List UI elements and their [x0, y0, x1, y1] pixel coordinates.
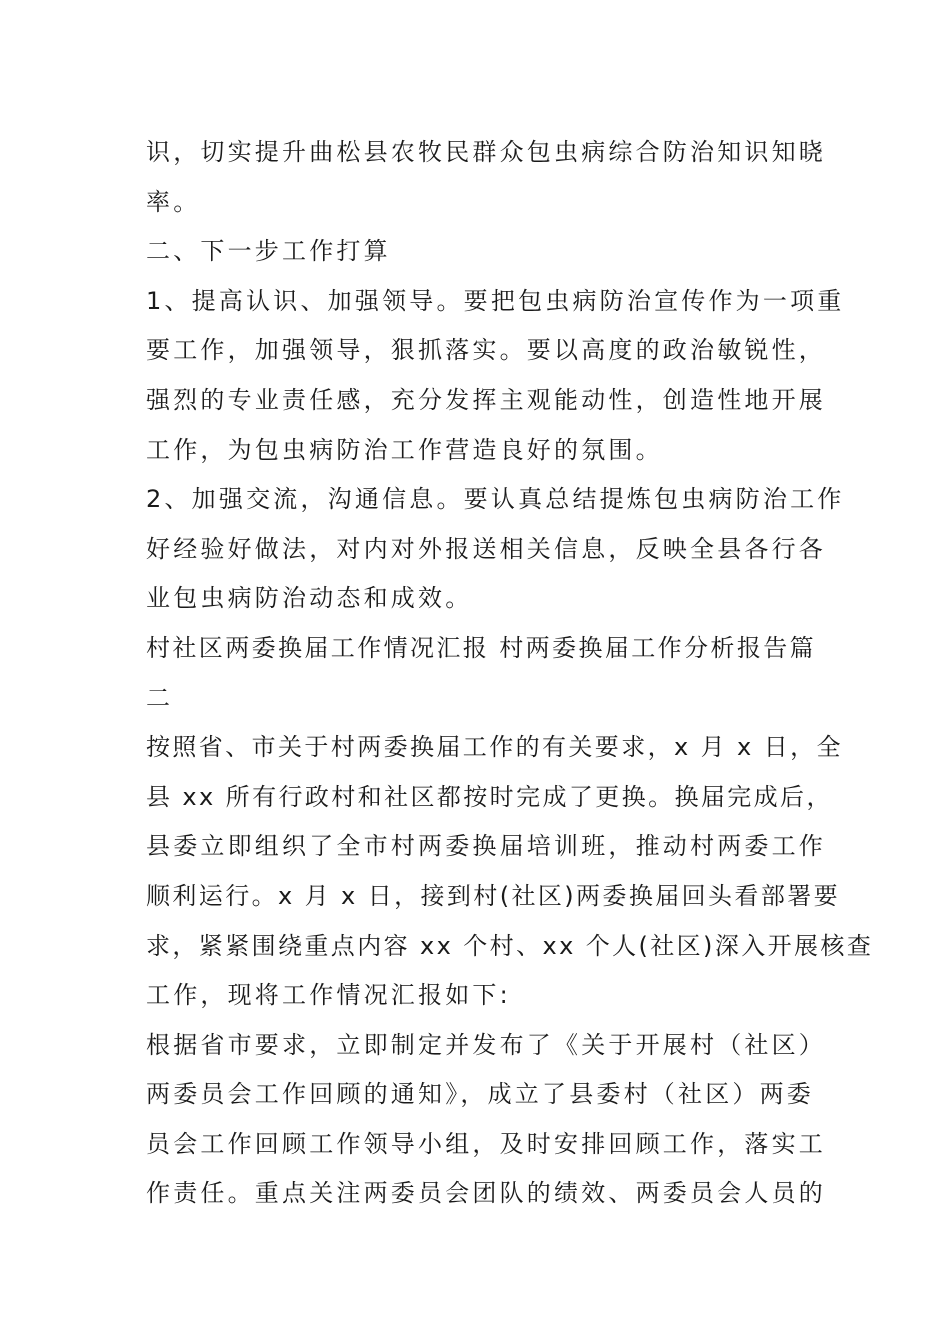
text-line: 强烈的专业责任感，充分发挥主观能动性，创造性地开展	[146, 385, 826, 414]
section-heading: 二、下一步工作打算	[146, 237, 391, 266]
text-line: 县委立即组织了全市村两委换届培训班，推动村两委工作	[146, 832, 826, 861]
text-line: 识，切实提升曲松县农牧民群众包虫病综合防治知识知晓	[146, 138, 826, 166]
article-title-continued: 二	[146, 683, 174, 712]
text-line: 要工作，加强领导，狠抓落实。要以高度的政治敏锐性，	[146, 336, 826, 365]
text-line: 员会工作回顾工作领导小组，及时安排回顾工作，落实工	[146, 1129, 826, 1158]
text-line: 2、加强交流，沟通信息。要认真总结提炼包虫病防治工作	[146, 485, 845, 514]
text-line: 顺利运行。x 月 x 日，接到村(社区)两委换届回头看部署要	[146, 881, 841, 910]
article-title: 村社区两委换届工作情况汇报 村两委换届工作分析报告篇	[146, 633, 817, 662]
text-line: 1、提高认识、加强领导。要把包虫病防治宣传作为一项重	[146, 286, 845, 315]
text-line: 作责任。重点关注两委员会团队的绩效、两委员会人员的	[146, 1179, 826, 1208]
text-line: 县 xx 所有行政村和社区都按时完成了更换。换届完成后，	[146, 782, 833, 811]
document-body	[146, 128, 874, 1219]
text-line: 根据省市要求，立即制定并发布了《关于开展村（社区）	[146, 1030, 826, 1059]
text-line: 率。	[146, 187, 201, 216]
text-line: 工作，为包虫病防治工作营造良好的氛围。	[146, 435, 663, 464]
text-line: 求，紧紧围绕重点内容 xx 个村、xx 个人(社区)深入开展核查	[146, 931, 874, 960]
text-line: 工作，现将工作情况汇报如下:	[146, 981, 511, 1010]
text-line: 好经验好做法，对内对外报送相关信息，反映全县各行各	[146, 534, 826, 563]
text-line: 按照省、市关于村两委换届工作的有关要求，x 月 x 日，全	[146, 733, 843, 762]
text-line: 两委员会工作回顾的通知》，成立了县委村（社区）两委	[146, 1080, 814, 1109]
text-line: 业包虫病防治动态和成效。	[146, 584, 473, 613]
